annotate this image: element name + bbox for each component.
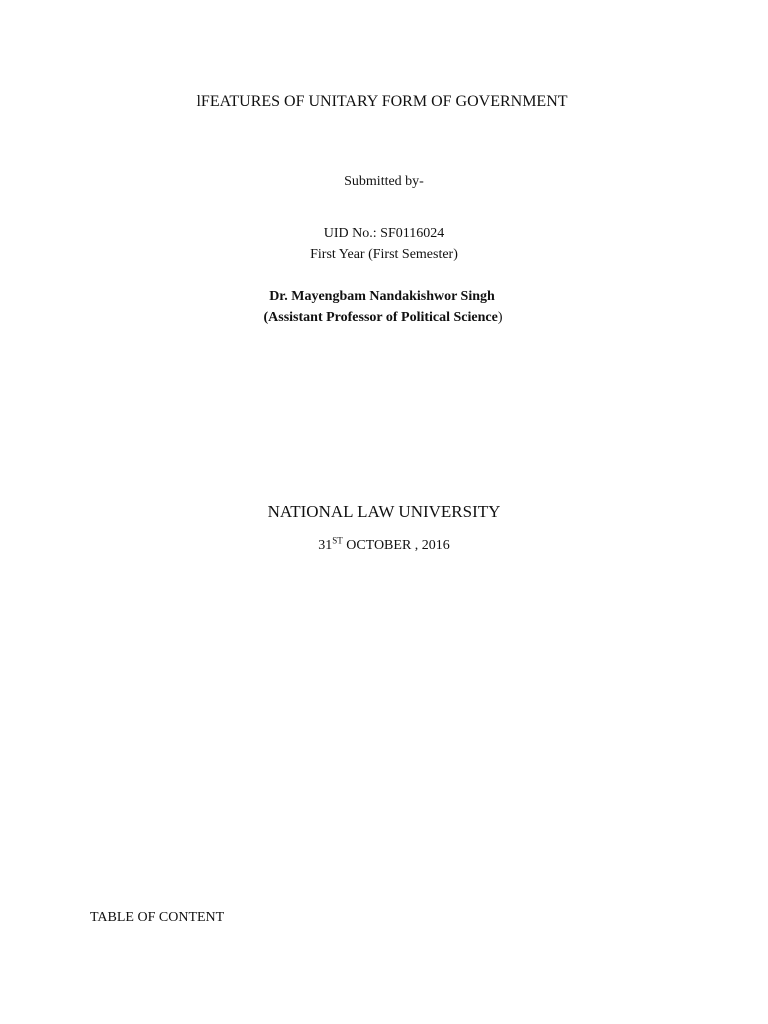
- submission-date: [0, 535, 768, 554]
- table-of-content-heading: TABLE OF CONTENT: [90, 910, 225, 925]
- date-day: 31: [318, 538, 333, 553]
- professor-name: Dr. Mayengbam Nandakishwor Singh: [269, 289, 495, 304]
- uid-number: UID No.: SF0116024: [323, 226, 445, 241]
- date-month-year: OCTOBER , 2016: [342, 538, 450, 553]
- document-title: lFEATURES OF UNITARY FORM OF GOVERNMENT: [196, 93, 568, 110]
- professor-designation-open-paren: (: [263, 310, 269, 325]
- professor-designation-text: Assistant Professor of Political Science: [268, 310, 498, 325]
- professor-designation: [0, 310, 767, 326]
- professor-designation-close-paren: ): [497, 310, 503, 325]
- university-name: NATIONAL LAW UNIVERSITY: [267, 502, 501, 521]
- date-day-suffix: ST: [332, 535, 343, 546]
- year-semester: First Year (First Semester): [310, 247, 458, 262]
- submitted-by-label: Submitted by-: [344, 174, 424, 189]
